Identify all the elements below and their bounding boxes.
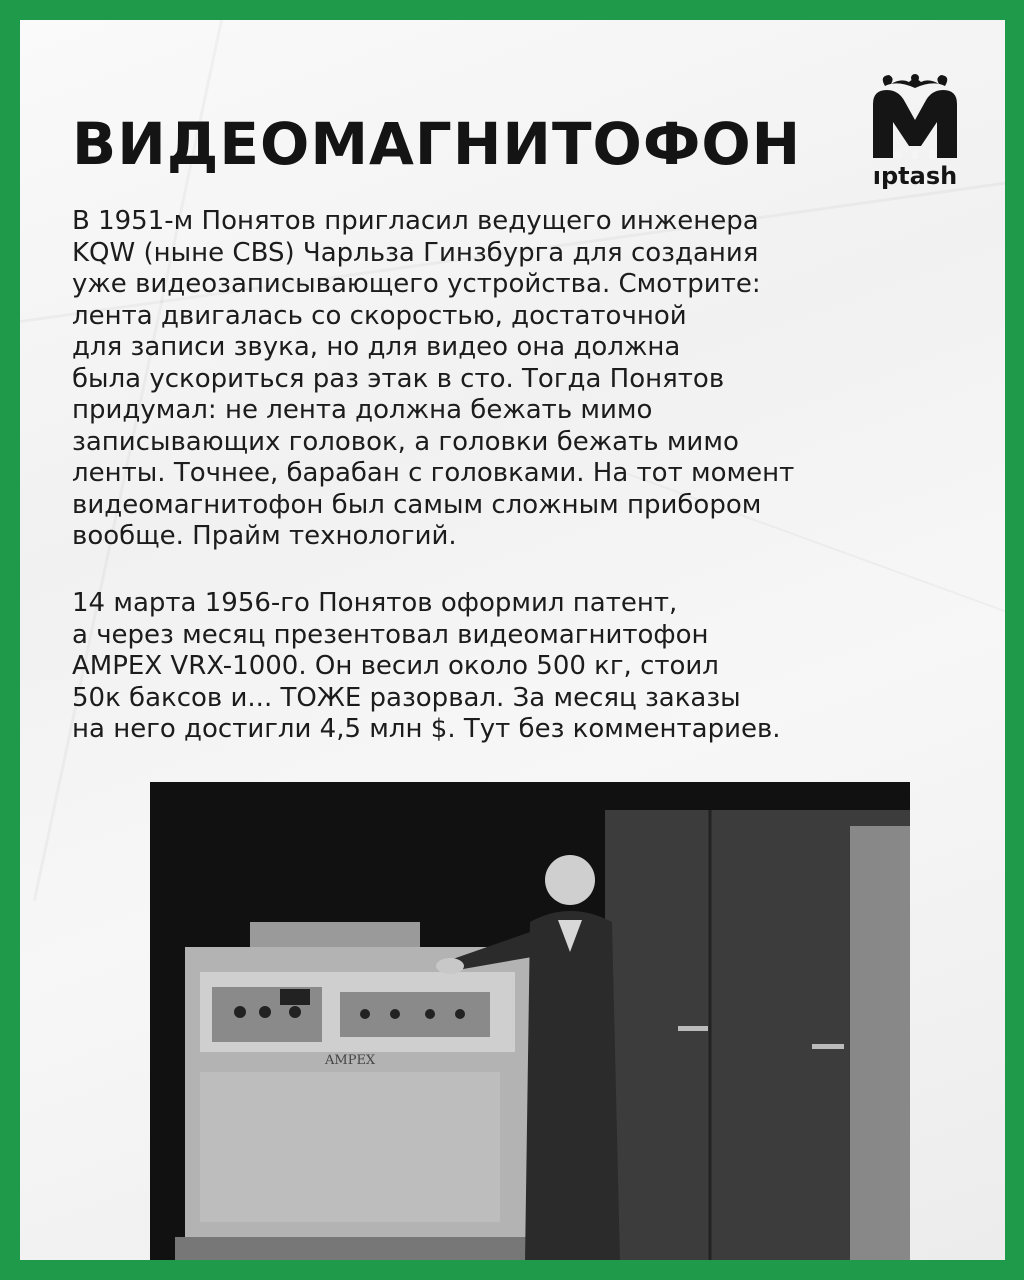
text-line: была ускориться раз этак в сто. Тогда Понятов [72, 363, 725, 394]
text-line: В 1951-м Понятов пригласил ведущего инженера [72, 206, 759, 236]
text-line: AMPEX VRX-1000. Он весил около 500 кг, стоил [72, 651, 719, 681]
historic-photo [150, 782, 910, 1260]
mask-logo-icon [865, 70, 965, 165]
brand-logo [865, 70, 965, 200]
ampex-machine-photo [150, 782, 910, 1260]
text-line: KQW (ныне CBS) Чарльза Гинзбурга для создания [72, 237, 759, 268]
brand-logo-text: ıptash [872, 162, 958, 190]
text-line: а через месяц презентовал видеомагнитофон [72, 619, 709, 650]
poster-card [20, 20, 1005, 1260]
text-line: 50к баксов и... ТОЖЕ разорвал. За месяц заказы [72, 682, 741, 713]
text-line: 14 марта 1956-го Понятов оформил патент, [72, 588, 678, 618]
text-line: вообще. Прайм технологий. [72, 521, 457, 551]
paragraph-history [72, 206, 952, 553]
paragraph-patent [72, 588, 952, 746]
text-line: для записи звука, но для видео она должна [72, 332, 681, 362]
text-line: лента двигалась со скоростью, достаточной [72, 300, 687, 331]
text-line: ленты. Точнее, барабан с головками. На тот момент [72, 458, 795, 488]
page-title: ВИДЕОМАГНИТОФОН [72, 110, 802, 178]
text-line: придумал: не лента должна бежать мимо [72, 395, 653, 425]
machine-label: AMPEX [325, 1053, 376, 1068]
text-line: записывающих головок, а головки бежать мимо [72, 426, 739, 457]
text-line: уже видеозаписывающего устройства. Смотрите: [72, 269, 761, 299]
text-line: на него достигли 4,5 млн $. Тут без комментариев. [72, 714, 781, 744]
text-line: видеомагнитофон был самым сложным прибором [72, 489, 762, 520]
